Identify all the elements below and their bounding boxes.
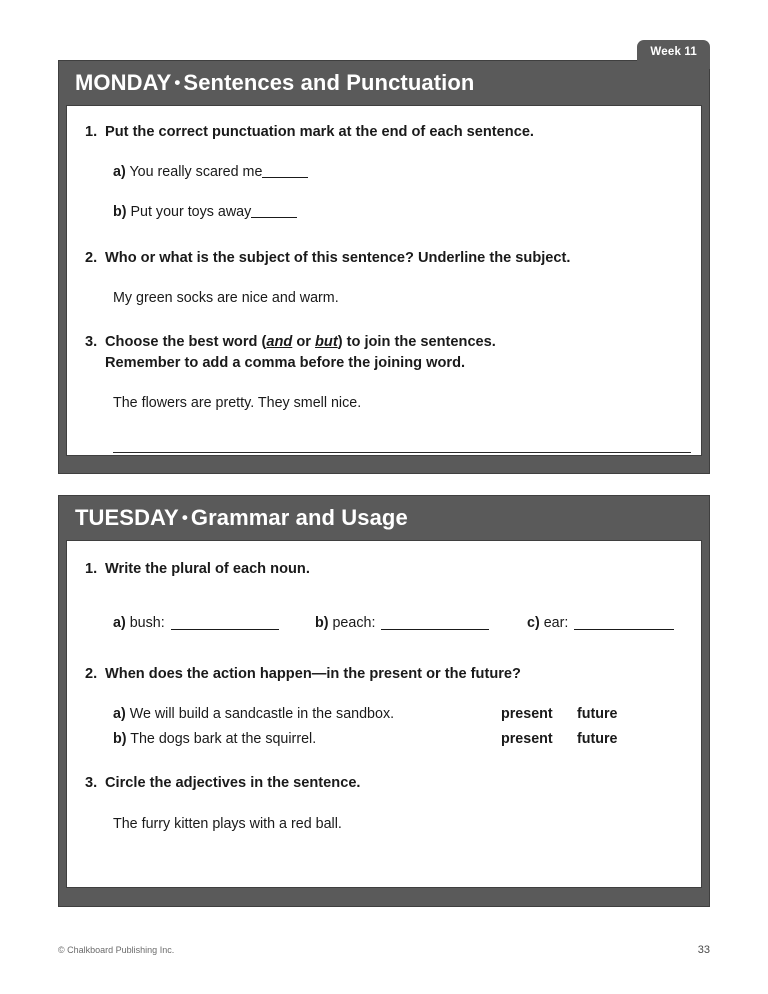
question-text: Put the correct punctuation mark at the end of each sentence. xyxy=(105,124,534,141)
question-text xyxy=(105,332,683,372)
sub-label: a) xyxy=(113,164,126,181)
question-text-line2: Remember to add a comma before the joining word. xyxy=(105,354,466,371)
word-but: but xyxy=(315,334,338,351)
option-future[interactable]: future xyxy=(577,706,618,723)
question-text-part1: Choose the best word ( xyxy=(105,334,267,351)
question-tuesday-2a xyxy=(113,706,683,722)
question-tuesday-3 xyxy=(85,773,683,793)
statement xyxy=(113,731,501,747)
day-header-tuesday xyxy=(59,496,709,540)
word-and: and xyxy=(266,334,293,351)
day-name-monday: MONDAY xyxy=(75,70,172,95)
day-section-tuesday xyxy=(58,495,710,907)
week-badge: Week 11 xyxy=(637,40,710,69)
option-present[interactable]: present xyxy=(501,706,553,723)
sub-label: b) xyxy=(315,615,329,632)
question-monday-1b xyxy=(113,202,683,222)
answer-blank[interactable] xyxy=(251,217,297,218)
answer-blank[interactable] xyxy=(171,629,279,630)
statement-text: We will build a sandcastle in the sandbox. xyxy=(129,706,395,723)
question-number: 1. xyxy=(85,561,98,578)
sentence-monday-3: The flowers are pretty. They smell nice. xyxy=(113,394,362,411)
question-number: 2. xyxy=(85,666,98,683)
day-header-monday xyxy=(59,61,709,105)
sub-label: c) xyxy=(527,615,540,632)
sentence-tuesday-3[interactable]: The furry kitten plays with a red ball. xyxy=(113,816,342,833)
question-monday-3 xyxy=(85,332,683,372)
sub-text: You really scared me xyxy=(129,164,263,181)
question-text: Write the plural of each noun. xyxy=(105,561,310,578)
answer-line-monday[interactable] xyxy=(113,452,683,453)
question-tuesday-2 xyxy=(85,664,683,684)
sub-label: a) xyxy=(113,706,126,723)
sub-text: Put your toys away xyxy=(130,204,252,221)
question-number: 3. xyxy=(85,775,98,792)
question-text: Circle the adjectives in the sentence. xyxy=(105,775,361,792)
question-number: 3. xyxy=(85,334,98,351)
plural-answer-row xyxy=(113,615,683,631)
answer-blank[interactable] xyxy=(574,629,674,630)
day-section-monday xyxy=(58,60,710,474)
answer-blank[interactable] xyxy=(381,629,489,630)
option-future[interactable]: future xyxy=(577,731,618,748)
question-number: 1. xyxy=(85,124,98,141)
question-tuesday-1 xyxy=(85,559,683,579)
sentence-monday-2[interactable]: My green socks are nice and warm. xyxy=(113,290,339,307)
plural-item-c xyxy=(527,615,674,631)
header-bullet-monday: • xyxy=(174,73,181,92)
plural-item-a xyxy=(113,615,315,631)
header-bullet-tuesday: • xyxy=(181,508,188,527)
option-present[interactable]: present xyxy=(501,731,553,748)
day-body-tuesday xyxy=(66,540,702,888)
noun-word: bush: xyxy=(129,615,165,632)
question-text: Who or what is the subject of this sentence? Underline the subject. xyxy=(105,250,571,267)
copyright-text: © Chalkboard Publishing Inc. xyxy=(58,945,175,955)
question-tuesday-2b xyxy=(113,731,683,747)
statement-text: The dogs bark at the squirrel. xyxy=(130,731,317,748)
page-number: 33 xyxy=(697,944,710,956)
day-body-monday xyxy=(66,105,702,456)
statement xyxy=(113,706,501,722)
question-monday-1a xyxy=(113,162,683,182)
question-text-part3: ) to join the sentences. xyxy=(337,334,496,351)
question-text-part2: or xyxy=(292,334,316,351)
page-footer xyxy=(58,944,710,956)
sub-label: b) xyxy=(113,204,127,221)
sub-label: b) xyxy=(113,731,127,748)
noun-word: ear: xyxy=(543,615,569,632)
sub-label: a) xyxy=(113,615,126,632)
answer-rule[interactable] xyxy=(113,452,691,453)
question-text: When does the action happen—in the present or the future? xyxy=(105,666,521,683)
answer-blank[interactable] xyxy=(262,177,308,178)
day-topic-monday: Sentences and Punctuation xyxy=(183,70,475,95)
question-monday-1 xyxy=(85,122,683,142)
day-name-tuesday: TUESDAY xyxy=(75,505,179,530)
plural-item-b xyxy=(315,615,527,631)
noun-word: peach: xyxy=(332,615,376,632)
question-monday-2 xyxy=(85,248,683,268)
question-number: 2. xyxy=(85,250,98,267)
day-topic-tuesday: Grammar and Usage xyxy=(190,505,408,530)
